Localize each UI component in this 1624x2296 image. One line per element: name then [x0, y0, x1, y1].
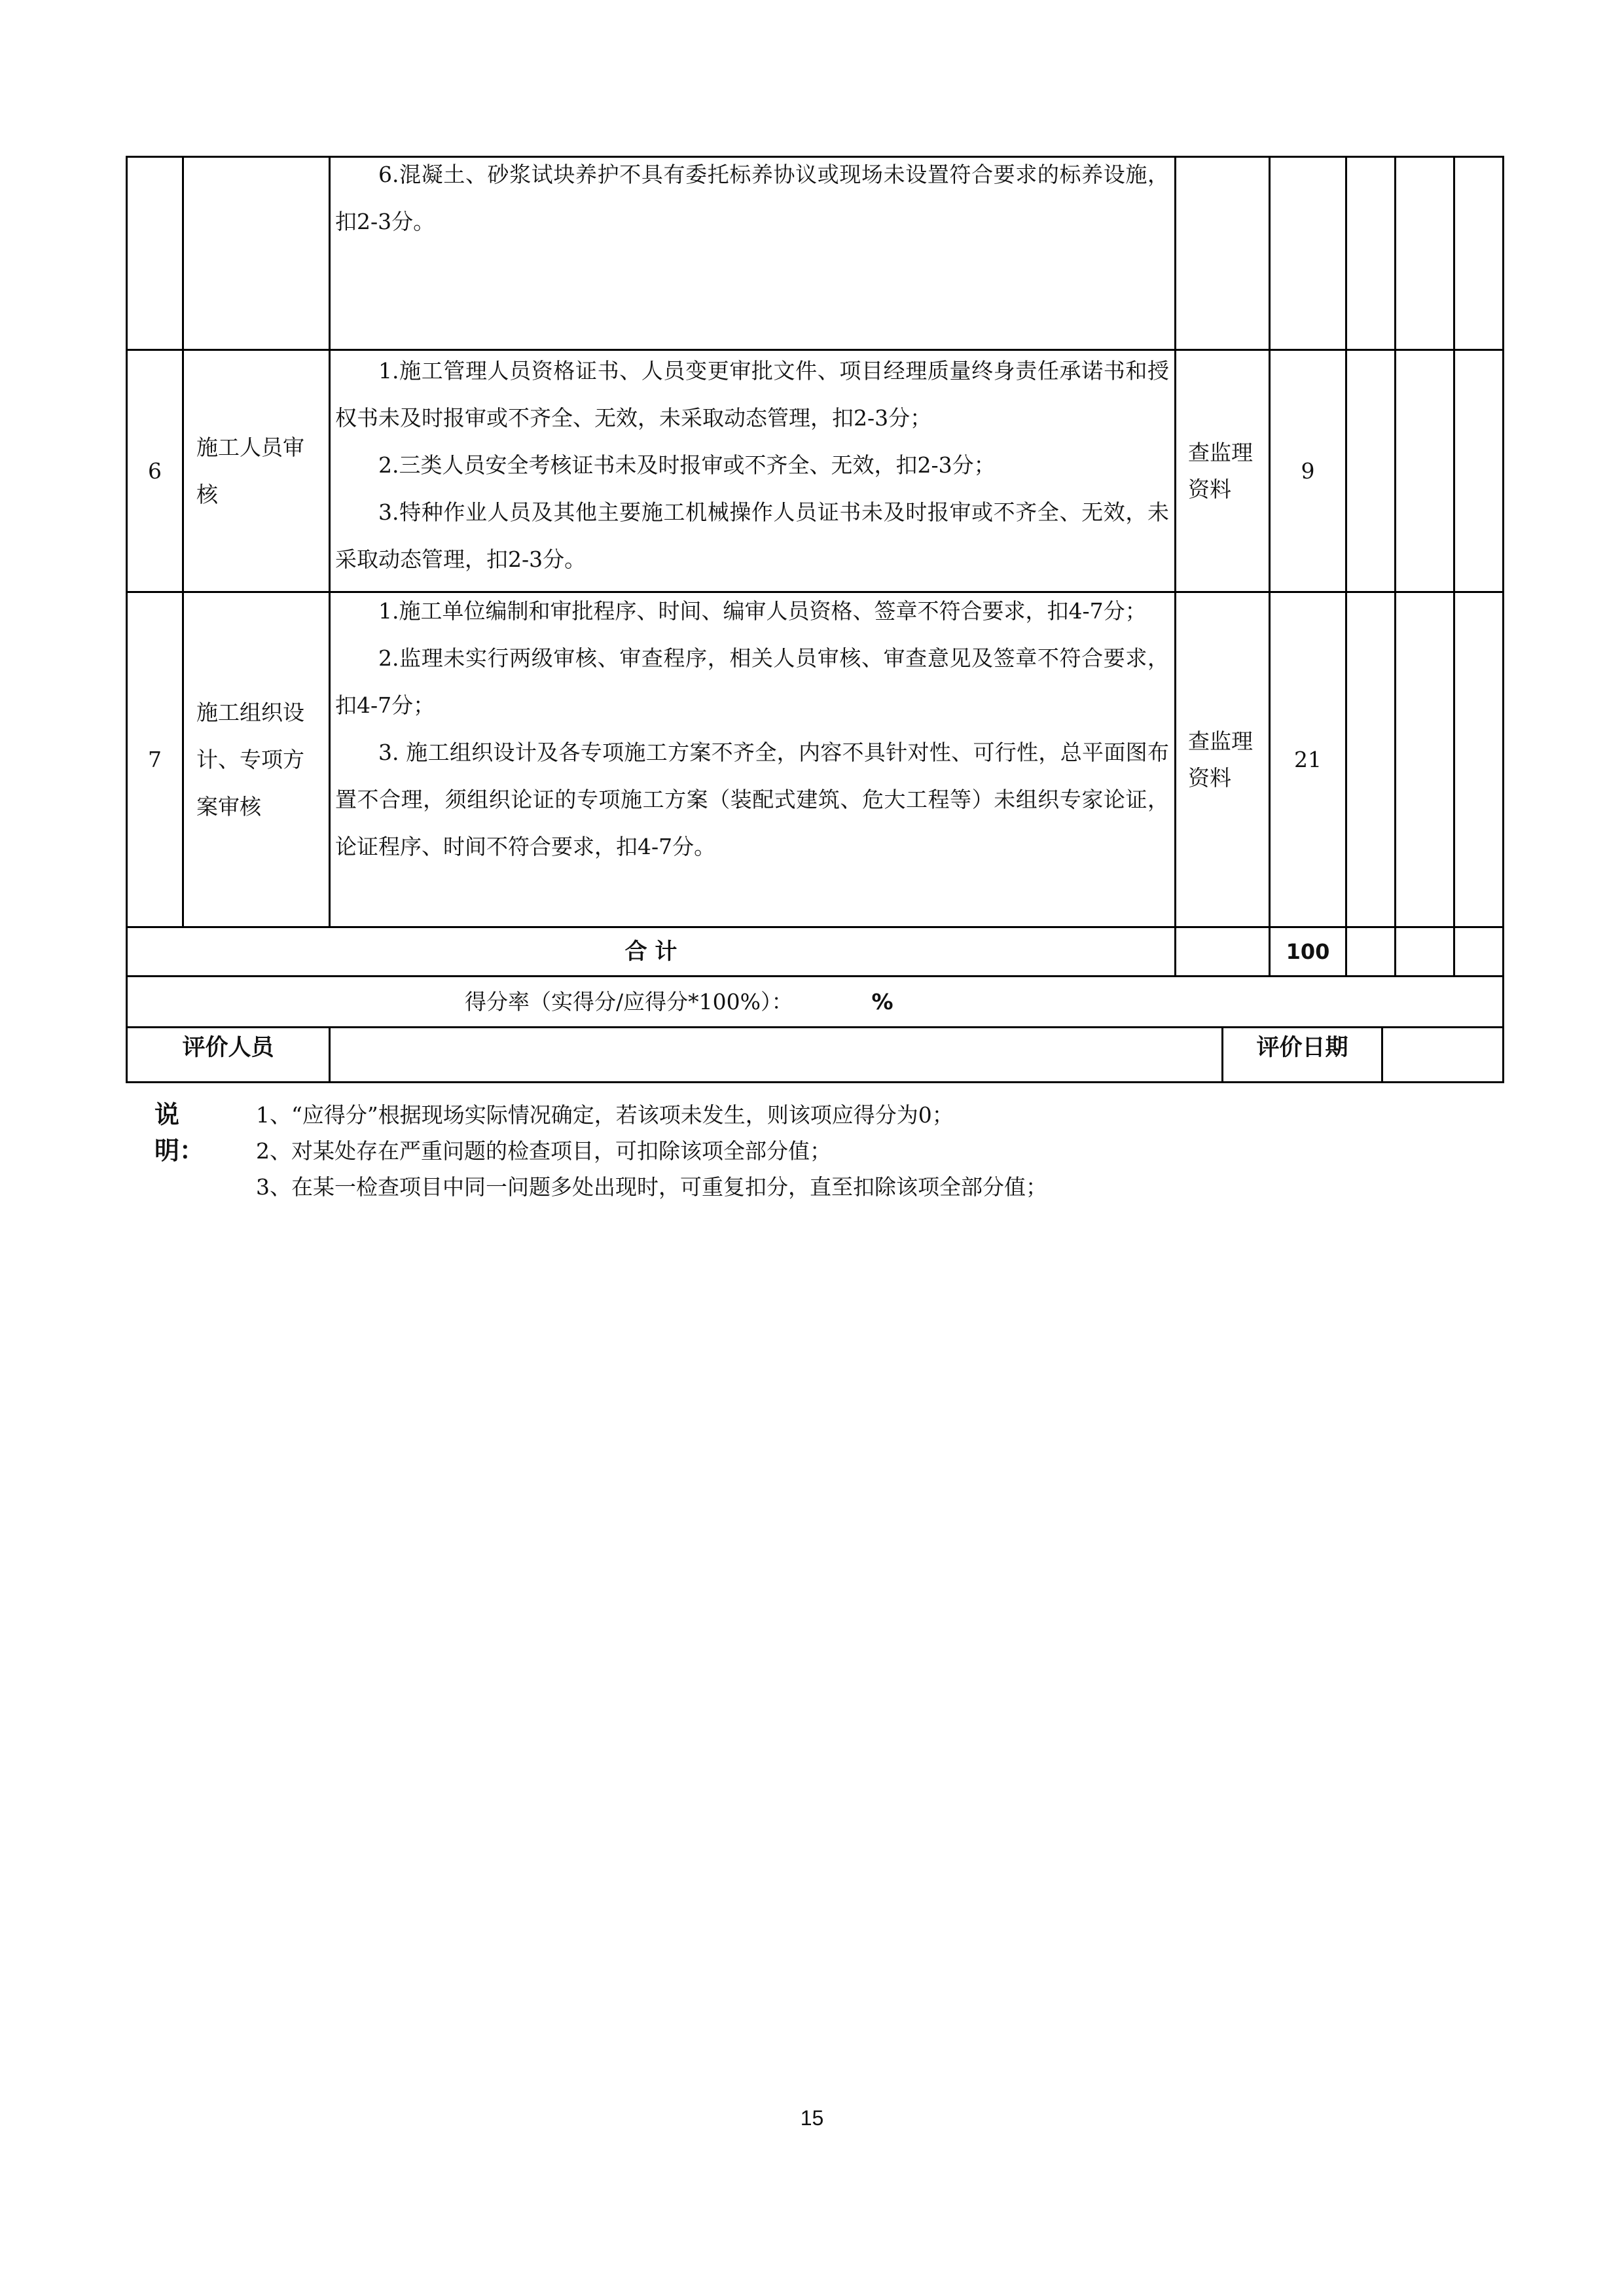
item-number: 6 — [148, 457, 162, 484]
col-divider — [1345, 156, 1347, 977]
page-number: 15 — [800, 2106, 824, 2130]
score-rate — [465, 977, 1054, 1026]
item-name: 施工人员审核 — [196, 434, 304, 507]
item-name: 施工组织设计、专项方案审核 — [196, 699, 304, 819]
criteria-text: 3. 施工组织设计及各专项施工方案不齐全，内容不具针对性、可行性，总平面图布置不合理，须组织论证的专项施工方案（装配式建筑、危大工程等）未组织专家论证，论证程序、时间不符合要求，扣4-7分。 — [335, 740, 1169, 859]
item-number: 7 — [148, 746, 162, 772]
item-name-cell — [196, 351, 321, 591]
score-rate-unit: % — [871, 988, 893, 1014]
table-border-right — [1502, 156, 1504, 1083]
evaluation-date-label: 评价日期 — [1256, 1035, 1348, 1061]
criteria-cell — [335, 588, 1169, 870]
criteria-text: 2.三类人员安全考核证书未及时报审或不齐全、无效，扣2-3分； — [378, 452, 996, 478]
note-item: 3、在某一检查项目中同一问题多处出现时，可重复扣分，直至扣除该项全部分值； — [256, 1174, 1047, 1200]
total-label: 合 计 — [624, 939, 677, 965]
evaluation-date-field[interactable] — [1383, 1028, 1502, 1081]
max-score: 9 — [1301, 457, 1315, 484]
item-name-cell — [196, 593, 321, 926]
col-divider — [1453, 156, 1455, 977]
max-score: 21 — [1294, 746, 1322, 772]
check-method-cell — [1188, 351, 1256, 591]
criteria-cell — [335, 151, 1169, 245]
notes-label: 说明： — [154, 1100, 205, 1165]
col-divider — [1394, 156, 1396, 977]
criteria-text: 1.施工单位编制和审批程序、时间、编审人员资格、签章不符合要求，扣4-7分； — [378, 598, 1147, 624]
col-divider — [329, 156, 331, 928]
evaluator-field[interactable] — [331, 1028, 1221, 1081]
criteria-text: 2.监理未实行两级审核、审查程序，相关人员审核、审查意见及签章不符合要求，扣4-7分； — [335, 645, 1169, 718]
table-border-bottom — [126, 1081, 1504, 1083]
check-method-cell — [1188, 593, 1256, 926]
check-method: 查监理资料 — [1188, 439, 1253, 502]
check-method: 查监理资料 — [1188, 728, 1253, 791]
score-rate-label: 得分率（实得分/应得分*100%）： — [465, 988, 793, 1014]
evaluator-label: 评价人员 — [182, 1035, 274, 1061]
note-item: 1、“应得分”根据现场实际情况确定，若该项未发生，则该项应得分为0； — [256, 1102, 954, 1128]
criteria-text: 6.混凝土、砂浆试块养护不具有委托标养协议或现场未设置符合要求的标养设施，扣2-3分。 — [335, 162, 1169, 234]
total-score: 100 — [1286, 939, 1330, 964]
note-item: 2、对某处存在严重问题的检查项目，可扣除该项全部分值； — [256, 1138, 831, 1164]
criteria-cell — [335, 348, 1169, 583]
col-divider — [1174, 156, 1176, 977]
col-divider — [182, 156, 184, 928]
criteria-text: 1.施工管理人员资格证书、人员变更审批文件、项目经理质量终身责任承诺书和授权书未及时报审或不齐全、无效，未采取动态管理，扣2-3分； — [335, 358, 1169, 431]
criteria-text: 3.特种作业人员及其他主要施工机械操作人员证书未及时报审或不齐全、无效，未采取动态管理，扣2-3分。 — [335, 499, 1169, 572]
